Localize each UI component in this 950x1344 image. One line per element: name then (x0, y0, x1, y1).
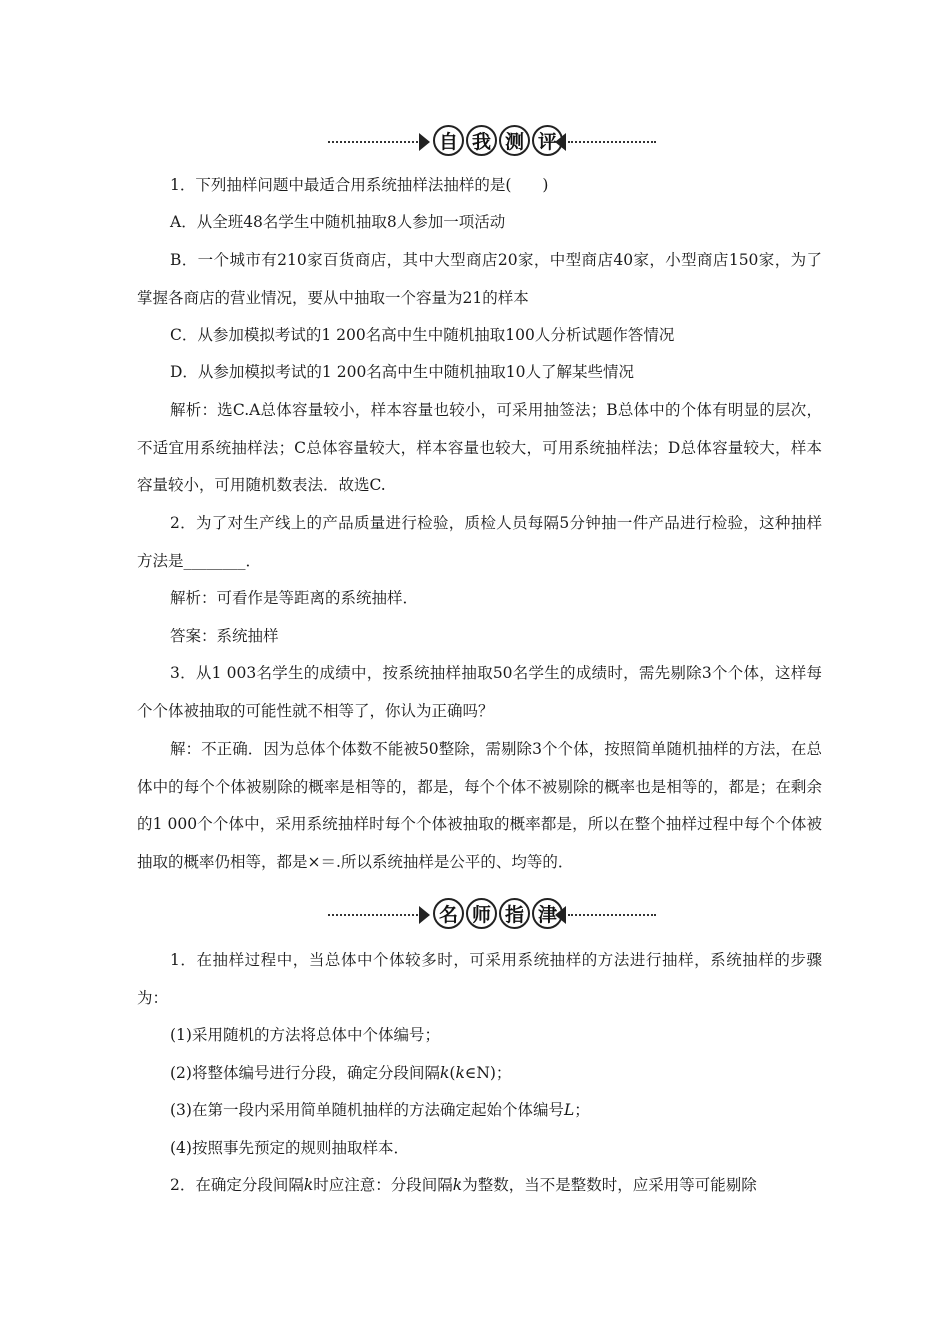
guide-point-1: 1．在抽样过程中，当总体中个体较多时，可采用系统抽样的方法进行抽样，系统抽样的步骤为： (137, 951, 822, 1007)
step-2-tail: ∈N)； (464, 1064, 512, 1082)
question-1: 1．下列抽样问题中最适合用系统抽样法抽样的是( ) (170, 176, 549, 194)
guide-point-2 (137, 1167, 822, 1205)
banner-dotted-line-left (328, 141, 418, 143)
question-2-analysis: 解析：可看作是等距离的系统抽样． (170, 589, 419, 607)
math-k: k (452, 1176, 463, 1194)
banner-dotted-line-left (328, 914, 418, 916)
banner-char: 名 (433, 898, 464, 929)
banner-char: 指 (499, 898, 530, 929)
math-l: L (563, 1101, 575, 1119)
guide-step-3 (137, 1092, 822, 1130)
question-2: 2．为了对生产线上的产品质量进行检验，质检人员每隔5分钟抽一件产品进行检验，这种抽样方法是________． (137, 514, 822, 570)
point-2-mid: 时应注意：分段间隔 (313, 1176, 453, 1194)
guide-step-1: (1)采用随机的方法将总体中个体编号； (170, 1026, 440, 1044)
banner-dotted-line-right (568, 914, 656, 916)
question-1-option-c: C．从参加模拟考试的1 200名高中生中随机抽取100人分析试题作答情况 (170, 326, 675, 344)
math-k: k (303, 1176, 314, 1194)
question-1-option-b: B．一个城市有210家百货商店，其中大型商店20家，中型商店40家，小型商店150家，为了掌握各商店的营业情况，要从中抽取一个容量为21的样本 (137, 251, 822, 307)
banner-char: 师 (466, 898, 497, 929)
question-3-solution: 解：不正确．因为总体个体数不能被50整除，需剔除3个个体，按照简单随机抽样的方法，在总体中的每个个体被剔除的概率是相等的，都是，每个个体不被剔除的概率也是相等的，都是；在剩余的1 000个个体中，采用系统抽样时每个个体被抽取的概率都是，所以在整个抽样过程中每个个体被抽取的概率仍相等，都是×＝.所以系统抽样是公平的、均等的． (137, 740, 822, 871)
banner-dotted-line-right (568, 141, 656, 143)
step-3-tail: ； (574, 1101, 590, 1119)
banner-char: 自 (433, 125, 464, 156)
banner-arrow-right-icon (555, 133, 566, 151)
banner-arrow-left-icon (419, 133, 430, 151)
step-2-text: (2)将整体编号进行分段，确定分段间隔 (170, 1064, 440, 1082)
point-2-tail: 为整数，当不是整数时，应采用等可能剔除 (462, 1176, 757, 1194)
banner-char: 津 (532, 898, 563, 929)
step-3-text: (3)在第一段内采用简单随机抽样的方法确定起始个体编号 (170, 1101, 564, 1119)
question-3: 3．从1 003名学生的成绩中，按系统抽样抽取50名学生的成绩时，需先剔除3个个体，这样每个个体被抽取的可能性就不相等了，你认为正确吗？ (137, 664, 822, 720)
question-1-option-a: A．从全班48名学生中随机抽取8人参加一项活动 (170, 213, 506, 231)
question-2-answer: 答案：系统抽样 (170, 627, 279, 645)
guide-step-2 (137, 1055, 822, 1093)
banner-char: 评 (532, 125, 563, 156)
banner-char: 我 (466, 125, 497, 156)
banner-arrow-right-icon (555, 906, 566, 924)
banner-title (433, 125, 563, 156)
banner-arrow-left-icon (419, 906, 430, 924)
point-2-text: 2．在确定分段间隔 (170, 1176, 304, 1194)
math-k: k (455, 1064, 465, 1082)
banner-title (433, 898, 563, 929)
section-banner-self-test (0, 122, 950, 162)
banner-char: 测 (499, 125, 530, 156)
question-1-option-d: D．从参加模拟考试的1 200名高中生中随机抽取10人了解某些情况 (170, 363, 635, 381)
math-k: k (439, 1064, 450, 1082)
guide-step-4: (4)按照事先预定的规则抽取样本． (170, 1139, 409, 1157)
step-2-paren: ( (449, 1064, 456, 1082)
question-1-analysis: 解析：选C.A总体容量较小，样本容量也较小，可采用抽签法；B总体中的个体有明显的层次，不适宜用系统抽样法；C总体容量较大，样本容量也较大，可用系统抽样法；D总体容量较大，样本容量较小，可用随机数表法．故选C. (137, 401, 822, 494)
section-banner-teacher-guide (0, 895, 950, 935)
